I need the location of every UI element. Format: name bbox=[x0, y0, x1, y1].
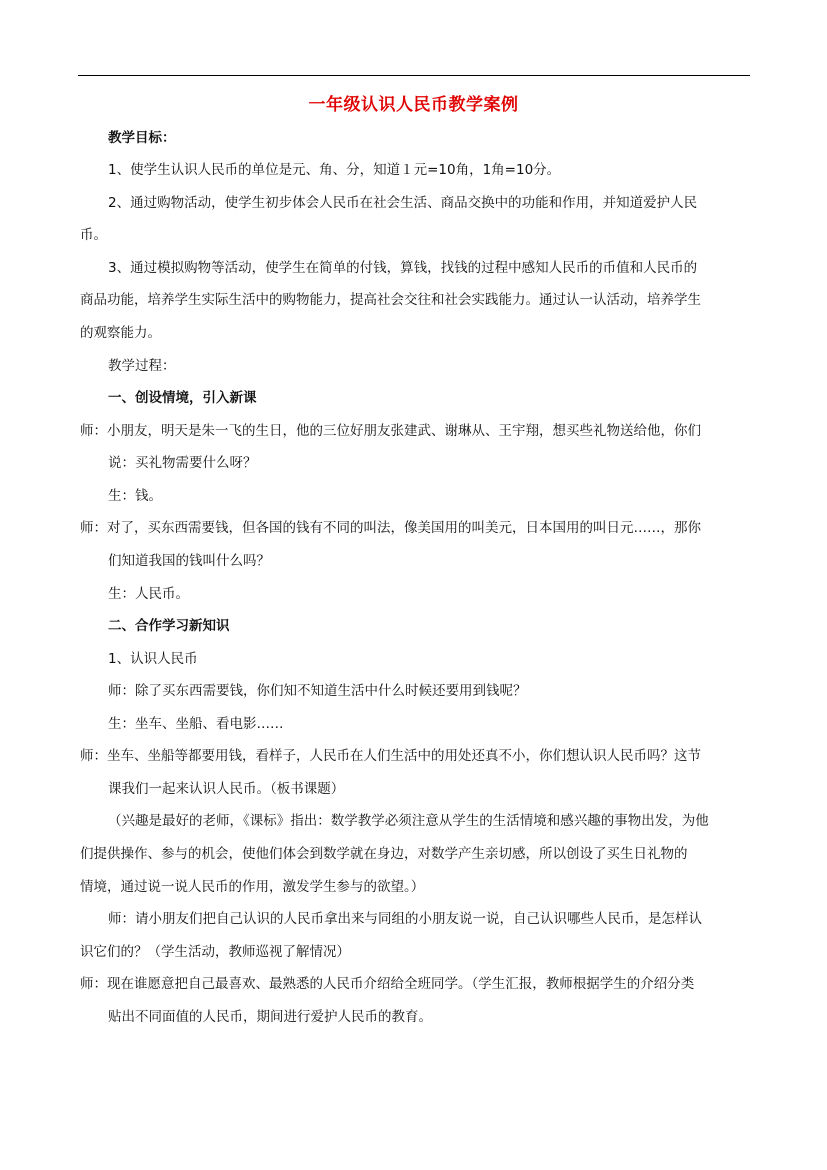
text-line: 1、认识人民币 bbox=[108, 651, 198, 667]
text-line: 3、通过模拟购物等活动，使学生在简单的付钱，算钱，找钱的过程中感知人民币的币值和人民币的 bbox=[108, 260, 698, 276]
text-line: 2、通过购物活动，使学生初步体会人民币在社会生活、商品交换中的功能和作用，并知道爱护人民 bbox=[108, 195, 698, 211]
text-line: 师：除了买东西需要钱，你们知不知道生活中什么时候还要用到钱呢？ bbox=[108, 683, 527, 699]
text-line: 们提供操作、参与的机会，使他们体会到数学就在身边，对数学产生亲切感，所以创设了买生日礼物的 bbox=[80, 846, 688, 862]
text-line: 情境，通过说一说人民币的作用，激发学生参与的欲望。） bbox=[80, 879, 425, 895]
text-line: 商品功能，培养学生实际生活中的购物能力，提高社会交往和社会实践能力。通过认一认活动，培养学生 bbox=[80, 292, 701, 308]
text-line: 师：请小朋友们把自己认识的人民币拿出来与同组的小朋友说一说，自己认识哪些人民币，是怎样认 bbox=[108, 911, 702, 927]
text-line: 师：现在谁愿意把自己最喜欢、最熟悉的人民币介绍给全班同学。（学生汇报，教师根据学生的介绍分类 bbox=[80, 976, 695, 992]
section-heading: 二、合作学习新知识 bbox=[108, 618, 230, 634]
text-line: 师：小朋友，明天是朱一飞的生日，他的三位好朋友张建武、谢琳从、王宇翔，想买些礼物送给他，你们 bbox=[80, 423, 701, 439]
section-heading: 一、创设情境，引入新课 bbox=[108, 390, 257, 406]
text-line: 师：对了，买东西需要钱，但各国的钱有不同的叫法，像美国用的叫美元，日本国用的叫日元……，那你 bbox=[80, 520, 701, 536]
text-line: 教学目标： bbox=[108, 130, 176, 146]
text-line: 币。 bbox=[80, 227, 107, 243]
document-title: 一年级认识人民币教学案例 bbox=[308, 95, 519, 115]
header-rule bbox=[78, 75, 750, 76]
text-line: 教学过程： bbox=[108, 358, 176, 374]
text-line: 识它们的？（学生活动，教师巡视了解情况） bbox=[80, 944, 350, 960]
text-line: 贴出不同面值的人民币，期间进行爱护人民币的教育。 bbox=[108, 1009, 432, 1025]
text-line: 课我们一起来认识人民币。（板书课题） bbox=[108, 781, 345, 797]
text-line: 的观察能力。 bbox=[80, 325, 161, 341]
text-line: 师：坐车、坐船等都要用钱，看样子，人民币在人们生活中的用处还真不小，你们想认识人民币吗？这节 bbox=[80, 748, 701, 764]
text-line: （兴趣是最好的老师，《课标》指出：数学教学必须注意从学生的生活情境和感兴趣的事物出发，为他 bbox=[108, 813, 709, 829]
text-line: 1、使学生认识人民币的单位是元、角、分，知道１元=10角，1角=10分。 bbox=[108, 162, 561, 178]
text-line: 生：坐车、坐船、看电影…… bbox=[108, 716, 284, 732]
text-line: 们知道我国的钱叫什么吗？ bbox=[108, 553, 270, 569]
text-line: 生：人民币。 bbox=[108, 586, 189, 602]
text-line: 生：钱。 bbox=[108, 488, 162, 504]
text-line: 说：买礼物需要什么呀？ bbox=[108, 455, 257, 471]
